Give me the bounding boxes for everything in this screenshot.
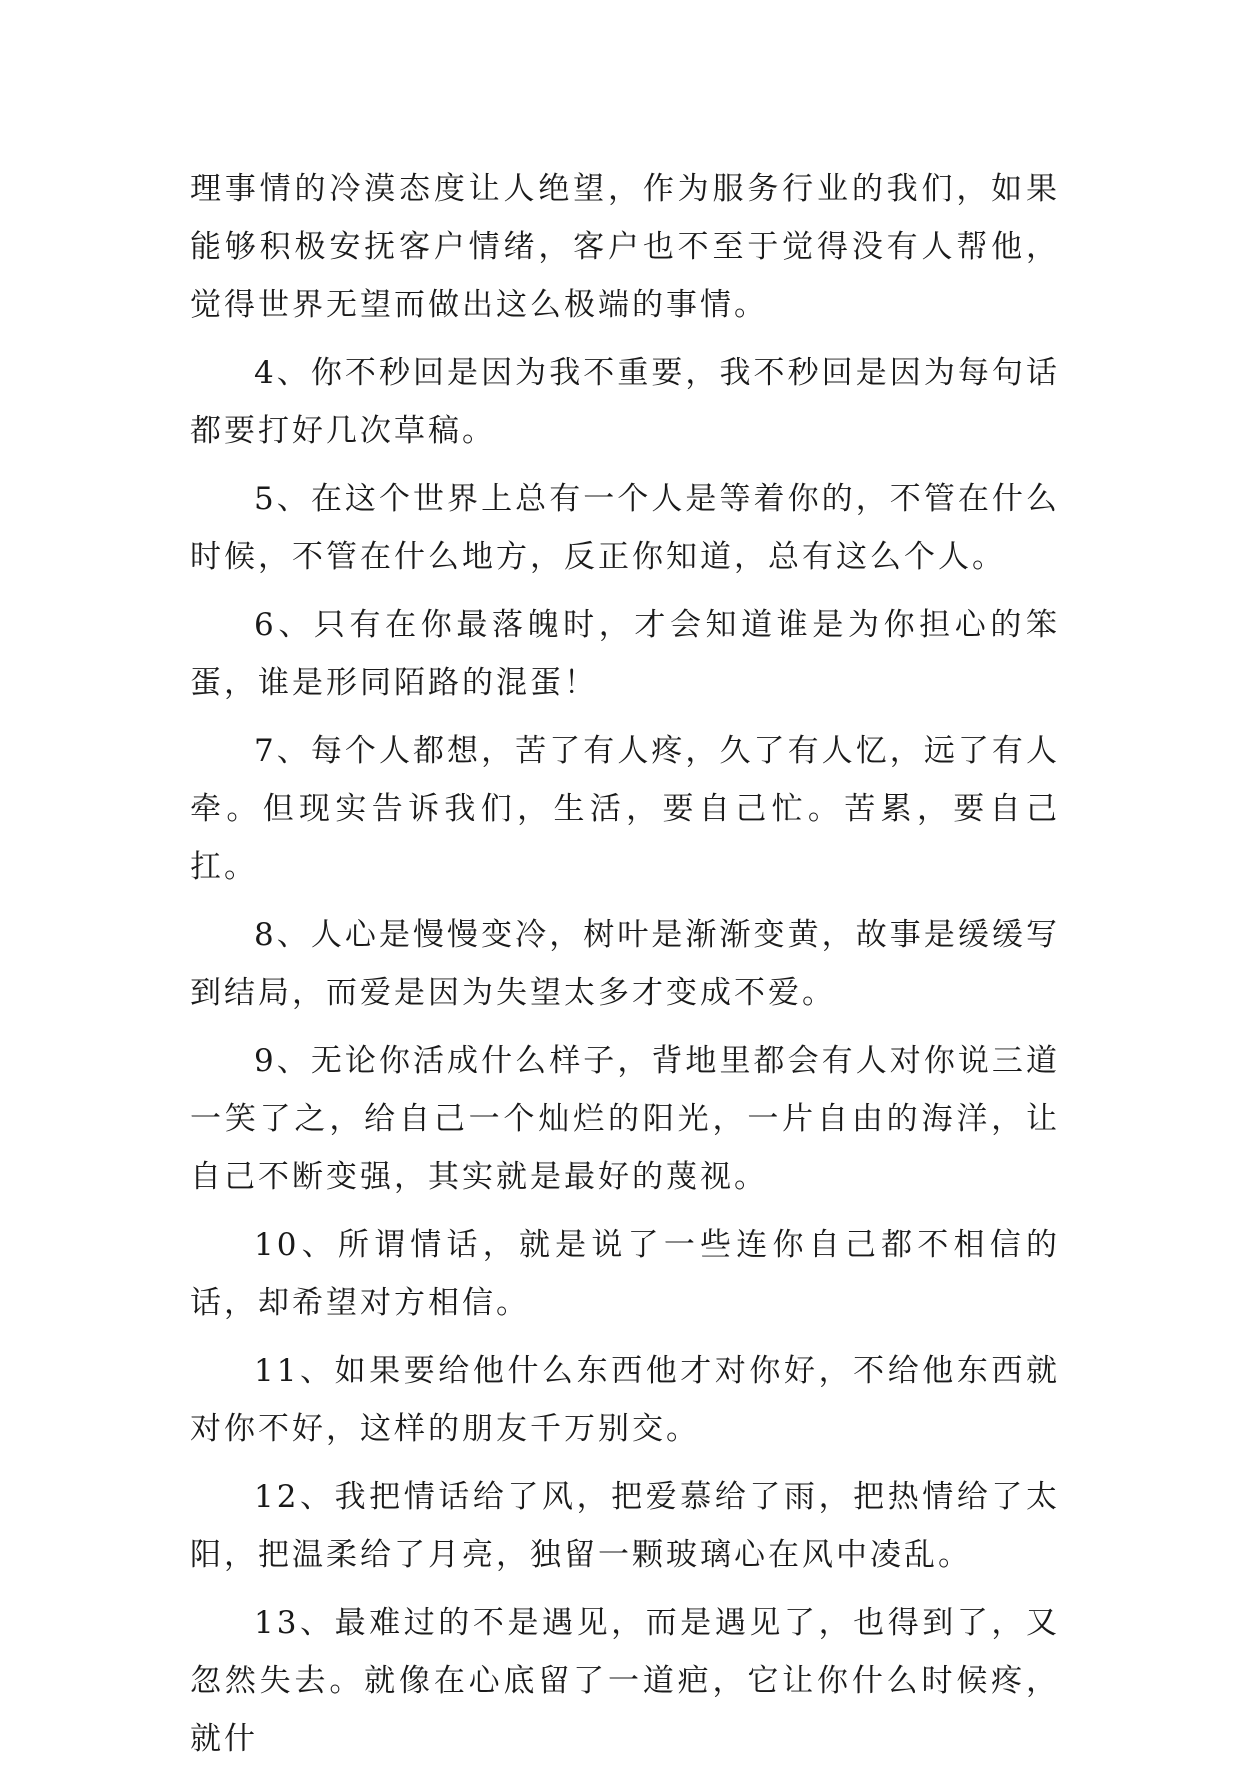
paragraph-item-5: 5、在这个世界上总有一个人是等着你的，不管在什么时候，不管在什么地方，反正你知道，总有这么个人。 bbox=[190, 481, 1060, 575]
paragraph-item-7: 7、每个人都想，苦了有人疼，久了有人忆，远了有人牵。但现实告诉我们，生活，要自己忙。苦累，要自己扛。 bbox=[190, 733, 1060, 885]
paragraph-item-10: 10、所谓情话，就是说了一些连你自己都不相信的话，却希望对方相信。 bbox=[190, 1227, 1060, 1321]
paragraph-item-4: 4、你不秒回是因为我不重要，我不秒回是因为每句话都要打好几次草稿。 bbox=[190, 355, 1060, 449]
paragraph-item-12: 12、我把情话给了风，把爱慕给了雨，把热情给了太阳，把温柔给了月亮，独留一颗玻璃心在风中凌乱。 bbox=[190, 1479, 1060, 1573]
paragraph-item-11: 11、如果要给他什么东西他才对你好，不给他东西就对你不好，这样的朋友千万别交。 bbox=[190, 1353, 1060, 1447]
paragraph-continuation: 理事情的冷漠态度让人绝望，作为服务行业的我们，如果能够积极安抚客户情绪，客户也不至于觉得没有人帮他，觉得世界无望而做出这么极端的事情。 bbox=[190, 171, 1060, 323]
paragraph-item-6: 6、只有在你最落魄时，才会知道谁是为你担心的笨蛋，谁是形同陌路的混蛋！ bbox=[190, 607, 1060, 701]
paragraph-item-13: 13、最难过的不是遇见，而是遇见了，也得到了，又忽然失去。就像在心底留了一道疤，它让你什么时候疼，就什 bbox=[190, 1605, 1060, 1757]
document-body bbox=[190, 160, 1060, 1778]
paragraph-item-8: 8、人心是慢慢变冷，树叶是渐渐变黄，故事是缓缓写到结局，而爱是因为失望太多才变成不爱。 bbox=[190, 917, 1060, 1011]
paragraph-item-9: 9、无论你活成什么样子，背地里都会有人对你说三道一笑了之，给自己一个灿烂的阳光，一片自由的海洋，让自己不断变强，其实就是最好的蔑视。 bbox=[190, 1043, 1060, 1195]
